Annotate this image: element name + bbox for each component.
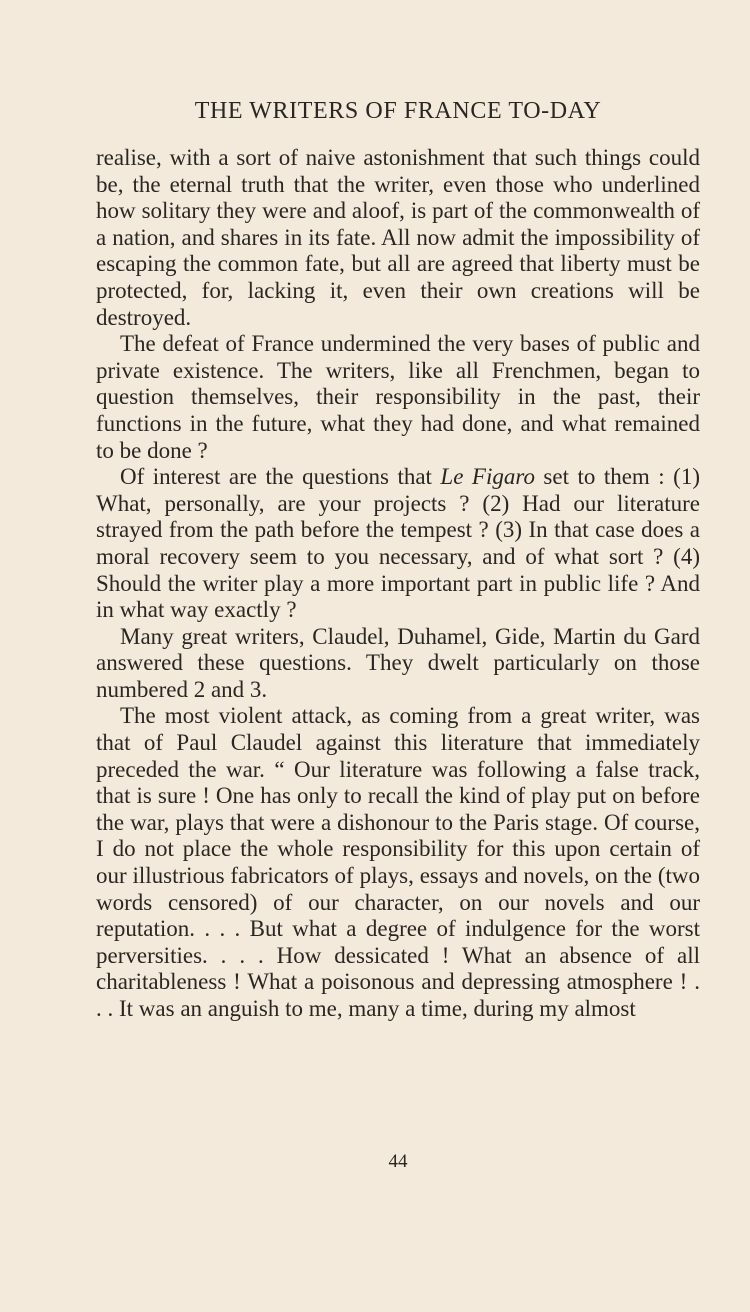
figaro-questions-text: set to them : (1) What, personally, are your projects ? (2) Had our literature strayed from the path before the tempest ? (3) In that case does a moral recovery seem to you necessary, and of what sort ? (4) Should the writer play a more important part in public life ? And in what way exactly ? xyxy=(96,464,700,623)
newspaper-title: Le Figaro xyxy=(440,464,535,490)
running-title: THE WRITERS OF FRANCE TO-DAY xyxy=(194,98,602,124)
paragraph-great-writers: Many great writers, Claudel, Duhamel, Gide, Martin du Gard answered these questions. They dwelt particularly on those numbered 2 and 3. xyxy=(96,623,700,702)
body-text xyxy=(96,145,700,1023)
page-number: 44 xyxy=(388,1151,408,1172)
paragraph-claudel-attack: The most violent attack, as coming from a great writer, was that of Paul Claudel against this literature that immediately preceded the war. “ Our literature was following a false track, that is sure ! One has only to recall the kind of play put on before the war, plays that were a dishonour to the Paris stage. Of course, I do not place the whole responsibility for this upon certain of our illustrious fabricators of plays, essays and novels, on the (two words censored) of our character, on our novels and our reputation. . . . But what a degree of indulgence for the worst perversities. . . . How dessicated ! What an absence of all charitableness ! What a poisonous and depressing atmosphere ! . . . It was an anguish to me, many a time, during my almost xyxy=(96,703,700,1021)
paragraph-figaro-questions xyxy=(96,464,700,624)
paragraph-continuation: realise, with a sort of naive astonishment that such things could be, the eternal truth that the writer, even those who underlined how solitary they were and aloof, is part of the commonwealth of a nation, and shares in its fate. All now admit the impossibility of escaping the common fate, but all are agreed that liberty must be protected, for, lacking it, even their own creations will be destroyed. xyxy=(96,145,700,330)
figaro-intro-text: Of interest are the questions that xyxy=(120,464,441,490)
paragraph-defeat-of-france: The defeat of France undermined the very bases of public and private existence. The writers, like all Frenchmen, began to question themselves, their responsibility in the past, their functions in the future, what they had done, and what remained to be done ? xyxy=(96,331,700,463)
